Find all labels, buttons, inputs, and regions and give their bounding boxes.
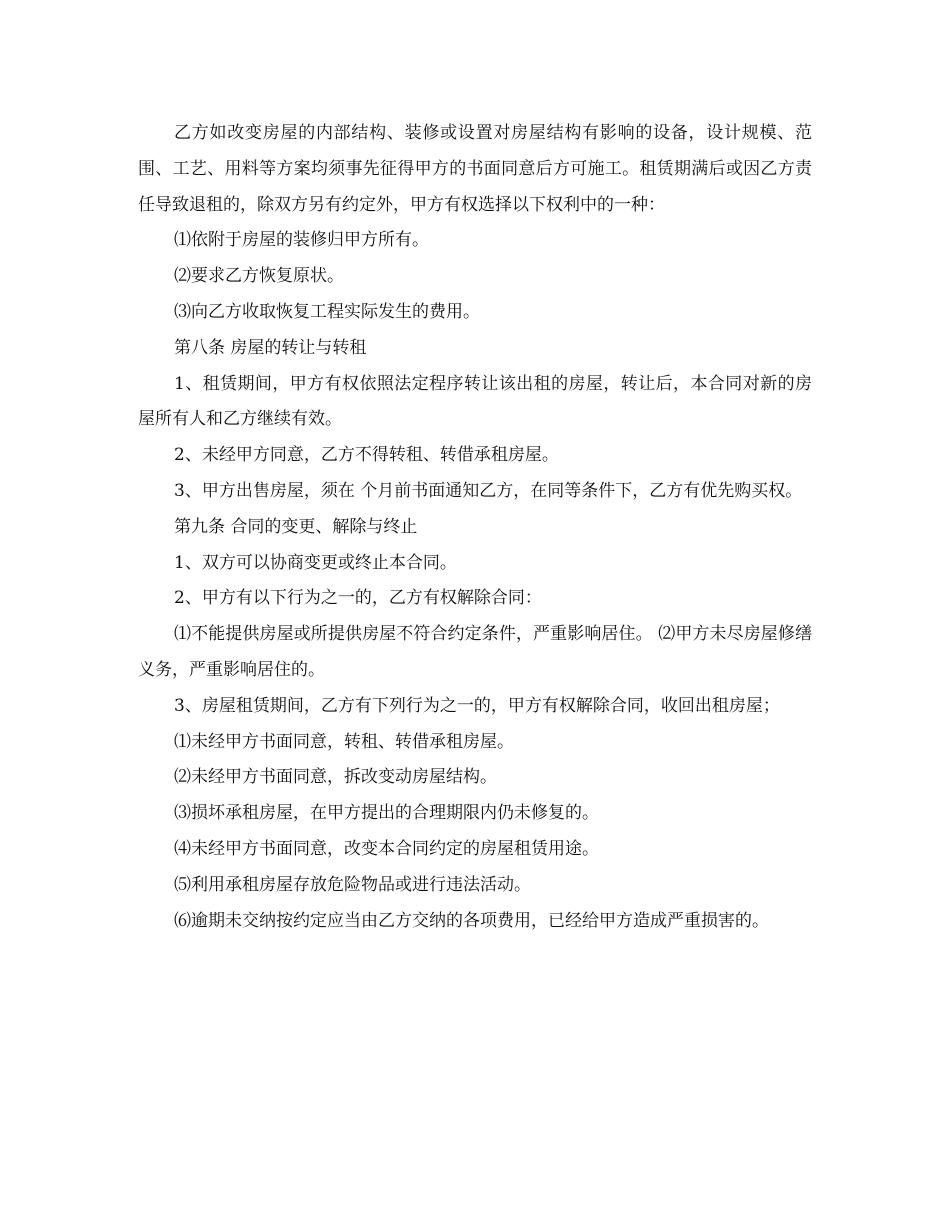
list-item-termination-3: ⑶损坏承租房屋，在甲方提出的合理期限内仍未修复的。: [174, 803, 599, 824]
list-item-renovation-3: ⑶向乙方收取恢复工程实际发生的费用。: [174, 301, 480, 322]
list-item-termination-5: ⑸利用承租房屋存放危险物品或进行违法活动。: [174, 874, 531, 895]
list-item-termination-4: ⑷未经甲方书面同意，改变本合同约定的房屋租赁用途。: [174, 838, 599, 859]
clause-9-2: 2、甲方有以下行为之一的，乙方有权解除合同：: [174, 588, 542, 609]
list-item-termination-1: ⑴未经甲方书面同意，转租、转借承租房屋。: [174, 731, 514, 752]
list-item-renovation-2: ⑵要求乙方恢复原状。: [174, 266, 344, 287]
clause-9-2-items: ⑴不能提供房屋或所提供房屋不符合约定条件，严重影响居住。 ⑵甲方未尽房屋修缮义务，严重影响居住的。: [138, 624, 812, 680]
clause-9-3: 3、房屋租赁期间，乙方有下列行为之一的，甲方有权解除合同，收回出租房屋；: [174, 695, 780, 716]
section-heading-article-9: 第九条 合同的变更、解除与终止: [174, 516, 418, 537]
clause-9-1: 1、双方可以协商变更或终止本合同。: [174, 552, 457, 573]
list-item-renovation-1: ⑴依附于房屋的装修归甲方所有。: [174, 230, 429, 251]
clause-8-2: 2、未经甲方同意，乙方不得转租、转借承租房屋。: [174, 445, 559, 466]
document-body: [138, 116, 812, 939]
list-item-termination-6: ⑹逾期未交纳按约定应当由乙方交纳的各项费用，已经给甲方造成严重损害的。: [174, 910, 769, 931]
clause-8-1: 1、租赁期间，甲方有权依照法定程序转让该出租的房屋，转让后，本合同对新的房屋所有人和乙方继续有效。: [138, 373, 812, 430]
section-heading-article-8: 第八条 房屋的转让与转租: [174, 337, 367, 358]
paragraph-renovation: 乙方如改变房屋的内部结构、装修或设置对房屋结构有影响的设备，设计规模、范围、工艺、用料等方案均须事先征得甲方的书面同意后方可施工。租赁期满后或因乙方责任导致退租的，除双方另有约定外，甲方有权选择以下权利中的一种：: [138, 123, 812, 215]
list-item-termination-2: ⑵未经甲方书面同意，拆改变动房屋结构。: [174, 767, 497, 788]
clause-8-3: 3、甲方出售房屋，须在 个月前书面通知乙方，在同等条件下，乙方有优先购买权。: [174, 480, 803, 501]
